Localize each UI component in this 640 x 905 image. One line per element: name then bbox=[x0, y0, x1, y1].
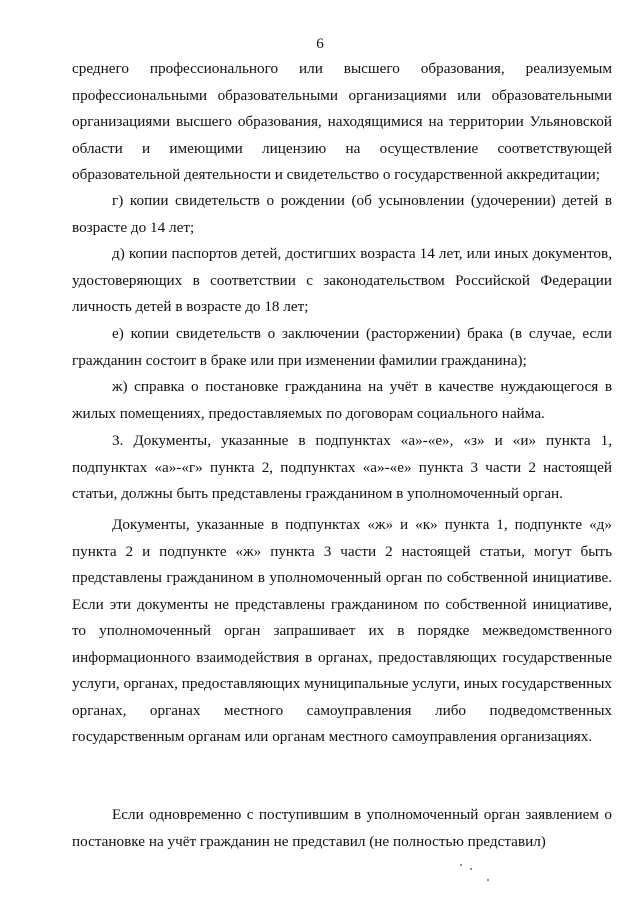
page-number: 6 bbox=[316, 36, 324, 52]
paragraph-documents: Документы, указанные в подпунктах «ж» и «к» пункта 1, подпункте «д» пункта 2 и подпункте «ж» пункта 3 части 2 настоящей статьи, могут быть представлены гражданином в уполномоченный орган по собственной инициативе. Если эти документы не представлены гражданином по собственной инициативе, то уполномоченный орган запрашивает их в порядке межведомственного информационного взаимодействия в органах, предоставляющих государственные услуги, органах, предоставляющих муниципальные услуги, иных государственных органах, органах местного самоуправления либо подведомственных государственным органам или органам местного самоуправления организациях. bbox=[72, 516, 612, 745]
paragraph-3: 3. Документы, указанные в подпунктах «а»-«е», «з» и «и» пункта 1, подпунктах «а»-«г» пункта 2, подпунктах «а»-«е» пункта 3 части 2 настоящей статьи, должны быть представлены гражданином в уполномоченный орган. bbox=[72, 432, 612, 502]
paragraph-if-simultaneously: Если одновременно с поступившим в уполномоченный орган заявлением о постановке на учёт гражданин не представил (не полностью представил) bbox=[72, 806, 612, 850]
paragraph-continuation: среднего профессионального или высшего образования, реализуемым профессиональными образовательными организациями или образовательными организациями высшего образования, находящимися на территории Ульяновской области и имеющими лицензию на осуществление соответствующей образовательной деятельности и свидетельство о государственной аккредитации; bbox=[72, 60, 612, 183]
paragraph-d: д) копии паспортов детей, достигших возраста 14 лет, или иных документов, удостоверяющих в соответствии с законодательством Российской Федерации личность детей в возрасте до 18 лет; bbox=[72, 245, 612, 315]
scan-speck bbox=[487, 879, 489, 881]
paragraph-zh: ж) справка о постановке гражданина на учёт в качестве нуждающегося в жилых помещениях, предоставляемых по договорам социального найма. bbox=[72, 378, 612, 422]
paragraph-e: е) копии свидетельств о заключении (расторжении) брака (в случае, если гражданин состоит в браке или при изменении фамилии гражданина); bbox=[72, 325, 612, 369]
scan-speck bbox=[470, 868, 472, 870]
paragraph-g: г) копии свидетельств о рождении (об усыновлении (удочерении) детей в возрасте до 14 лет; bbox=[72, 192, 612, 236]
scan-speck bbox=[460, 864, 462, 866]
